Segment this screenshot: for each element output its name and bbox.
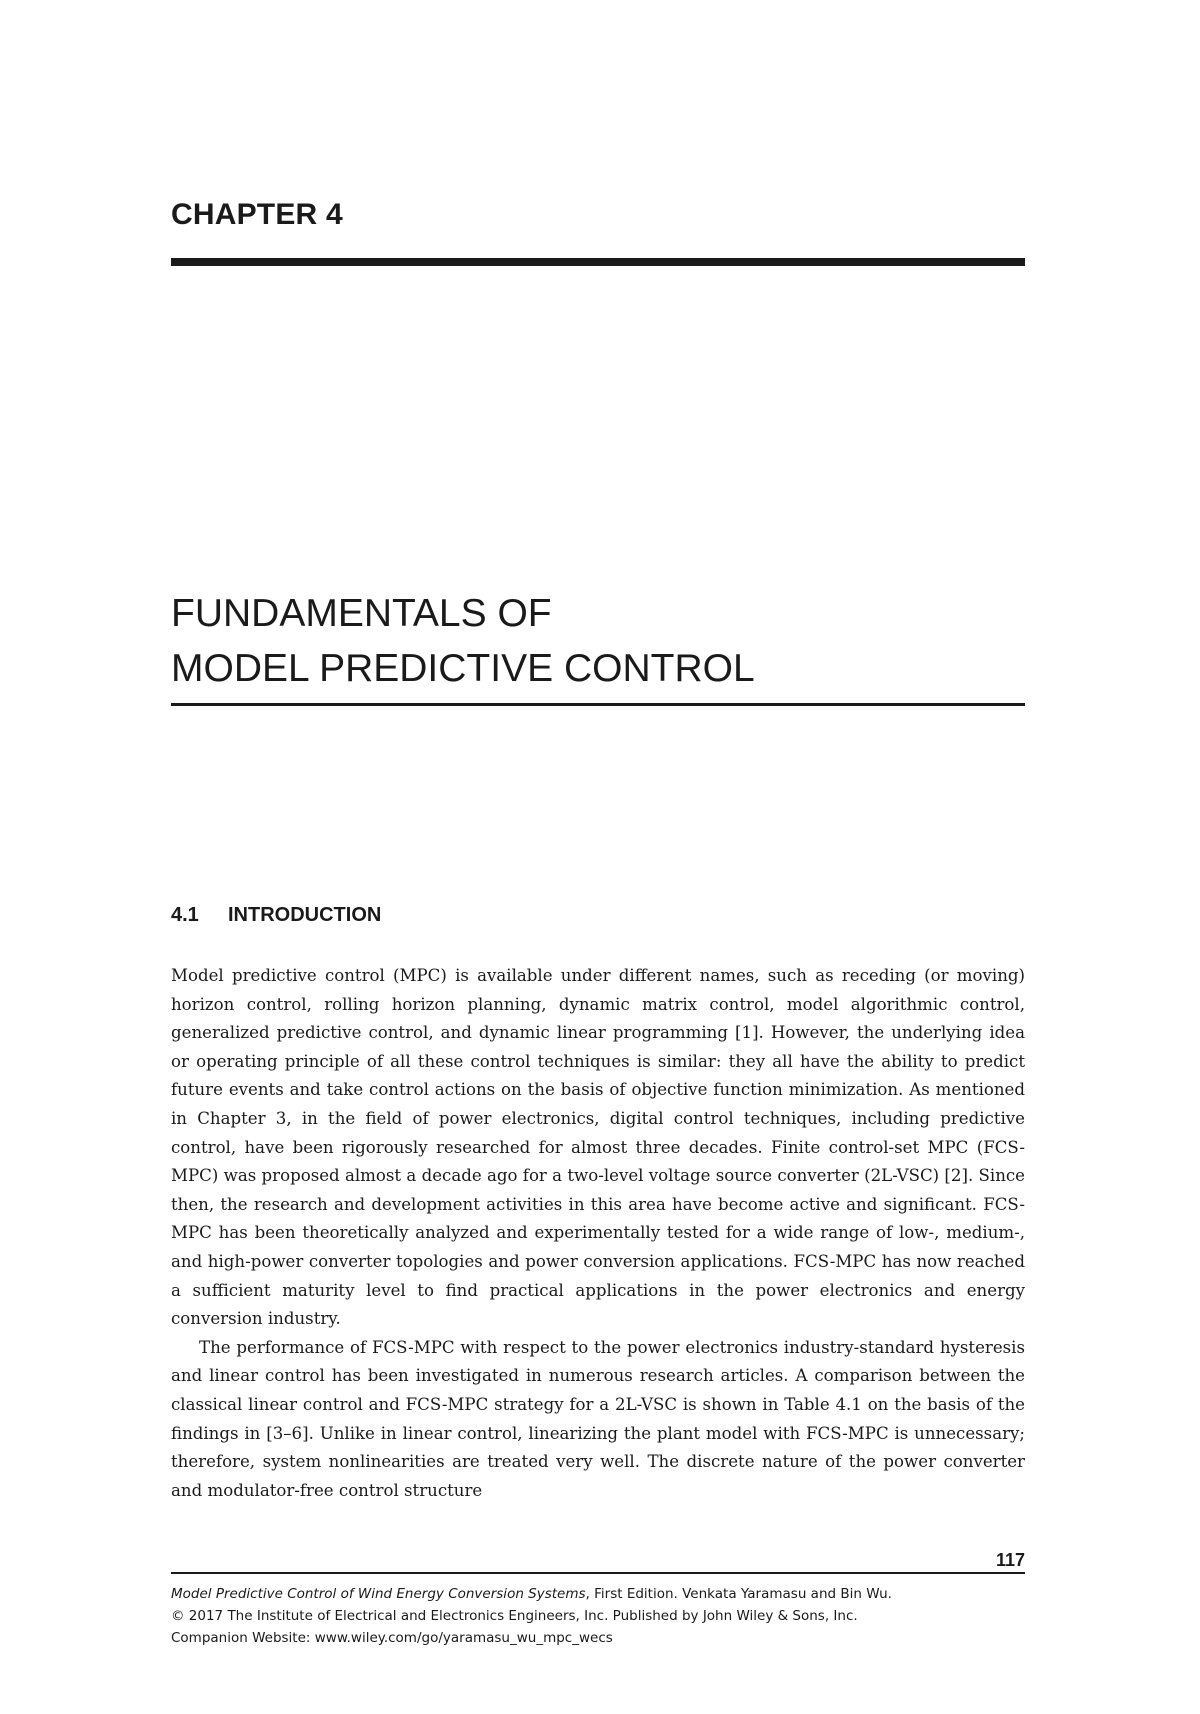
footer-rule bbox=[171, 1572, 1025, 1574]
chapter-title-rule bbox=[171, 703, 1025, 706]
footer-citation bbox=[171, 1583, 1025, 1605]
body-text bbox=[171, 962, 1025, 1505]
chapter-title-line-2: MODEL PREDICTIVE CONTROL bbox=[171, 647, 755, 690]
paragraph: Model predictive control (MPC) is available under different names, such as receding (or moving) horizon control, rolling horizon planning, dynamic matrix control, model algorithmic control, generalized predictive control, and dynamic linear programming [1]. However, the underlying idea or operating principle of all these control techniques is similar: they all have the ability to predict future events and take control actions on the basis of objective function minimization. As mentioned in Chapter 3, in the field of power electronics, digital control techniques, including predictive control, have been rigorously researched for almost three decades. Finite control-set MPC (FCS-MPC) was proposed almost a decade ago for a two-level voltage source converter (2L-VSC) [2]. Since then, the research and development activities in this area have become active and significant. FCS-MPC has been theoretically analyzed and experimentally tested for a wide range of low-, medium-, and high-power converter topologies and power conversion applications. FCS-MPC has now reached a sufficient maturity level to find practical applications in the power electronics and energy conversion industry. bbox=[171, 966, 1025, 1329]
chapter-title-line-1: FUNDAMENTALS OF bbox=[171, 592, 552, 635]
footer bbox=[171, 1583, 1025, 1649]
chapter-title bbox=[171, 586, 755, 696]
section-title: INTRODUCTION bbox=[228, 904, 382, 926]
footer-website: Companion Website: www.wiley.com/go/yaramasu_wu_mpc_wecs bbox=[171, 1630, 613, 1646]
section-heading bbox=[171, 904, 381, 927]
paragraph: The performance of FCS-MPC with respect to the power electronics industry-standard hysteresis and linear control has been investigated in numerous research articles. A comparison between the classical linear control and FCS-MPC strategy for a 2L-VSC is shown in Table 4.1 on the basis of the findings in [3–6]. Unlike in linear control, linearizing the plant model with FCS-MPC is unnecessary; therefore, system nonlinearities are treated very well. The discrete nature of the power converter and modulator-free control structure bbox=[171, 1337, 1025, 1500]
page-number: 117 bbox=[995, 1550, 1025, 1570]
footer-copyright: © 2017 The Institute of Electrical and Electronics Engineers, Inc. Published by John Wiley & Sons, Inc. bbox=[171, 1608, 858, 1624]
chapter-label: CHAPTER 4 bbox=[171, 198, 343, 231]
chapter-heading-rule bbox=[171, 258, 1025, 266]
section-number: 4.1 bbox=[171, 904, 199, 926]
footer-book-title: Model Predictive Control of Wind Energy Conversion Systems bbox=[171, 1586, 586, 1602]
footer-edition-authors: , First Edition. Venkata Yaramasu and Bin Wu. bbox=[585, 1586, 892, 1602]
